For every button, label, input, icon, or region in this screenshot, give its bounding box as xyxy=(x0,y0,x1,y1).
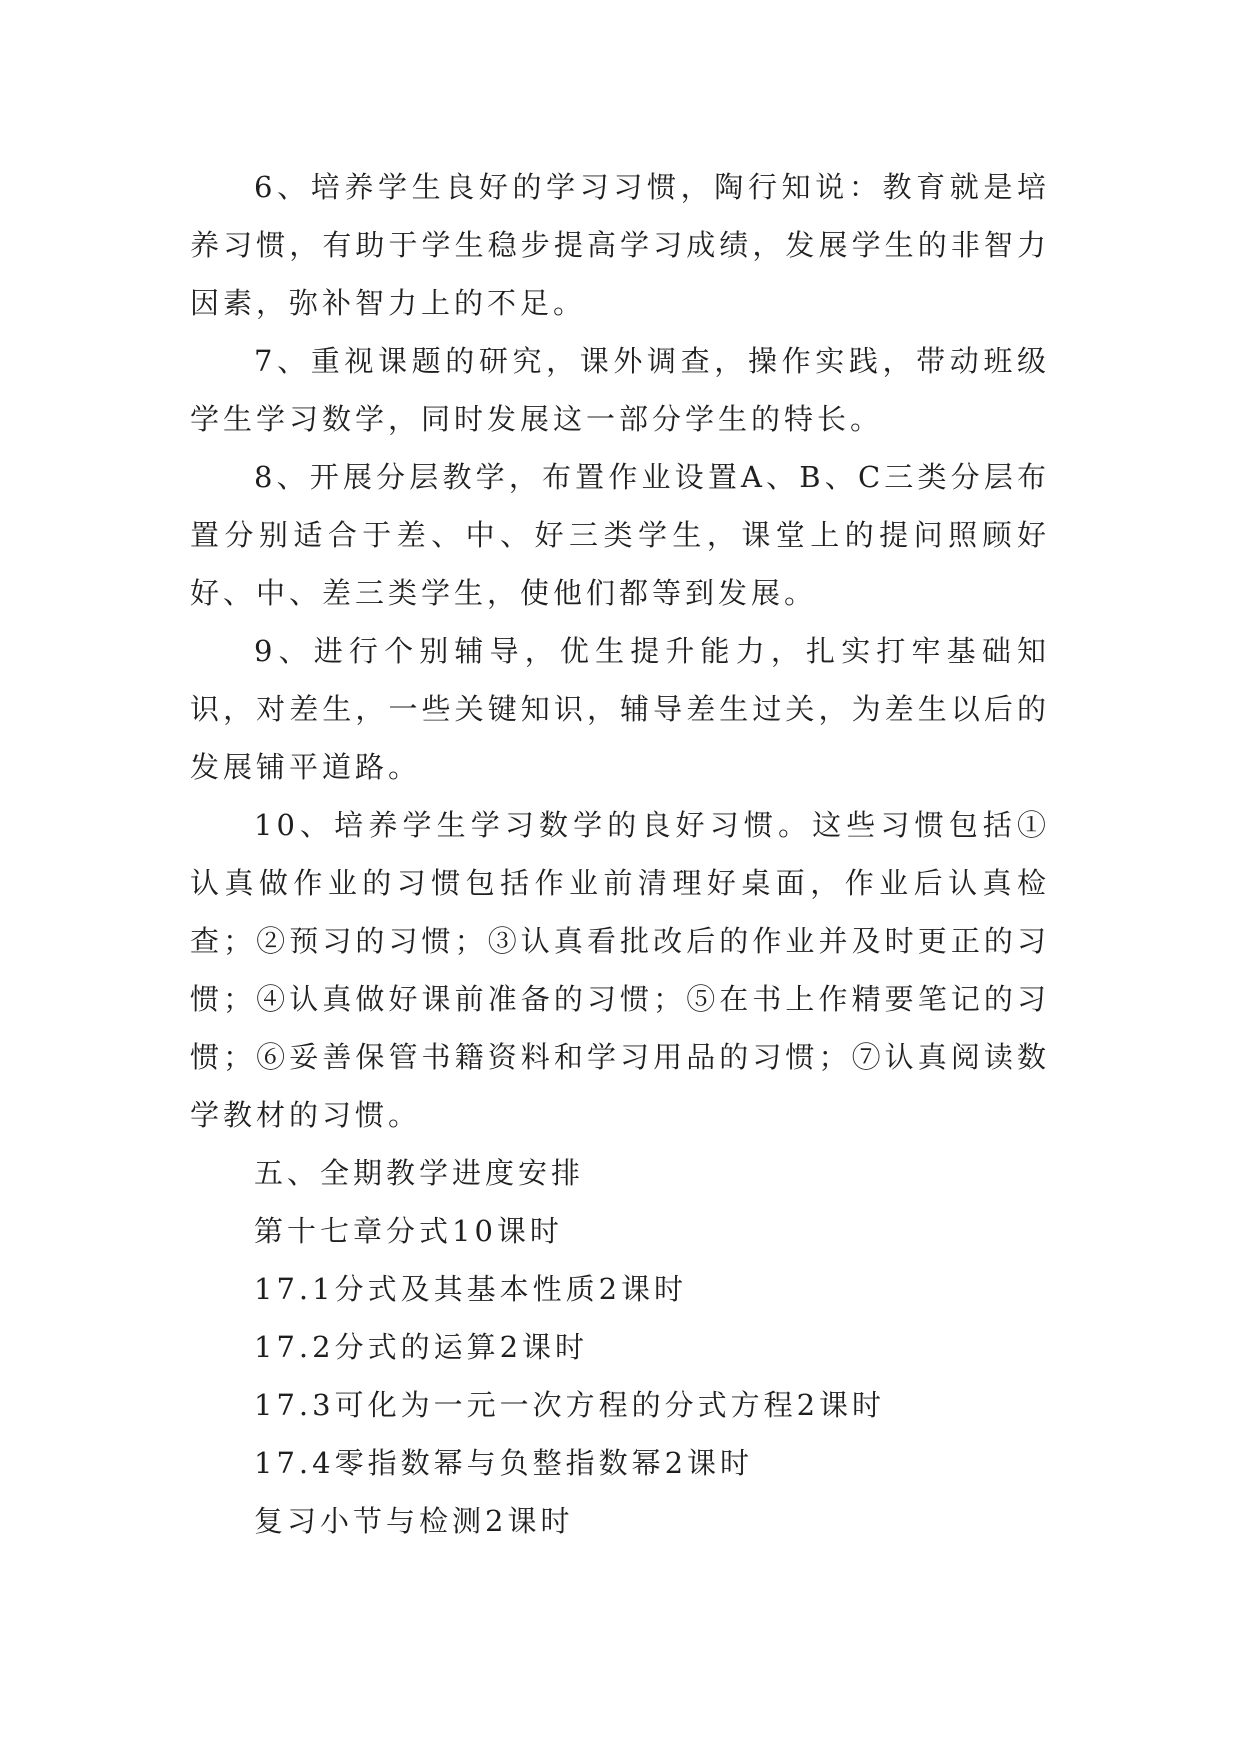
schedule-item: 复习小节与检测2课时 xyxy=(254,1504,574,1538)
schedule-item: 17.3可化为一元一次方程的分式方程2课时 xyxy=(254,1388,886,1422)
section-heading: 五、全期教学进度安排 xyxy=(254,1156,585,1190)
schedule-item: 第十七章分式10课时 xyxy=(254,1214,563,1248)
paragraph-10: 10、培养学生学习数学的良好习惯。这些习惯包括①认真做作业的习惯包括作业前清理好桌面，作业后认真检查；②预习的习惯；③认真看批改后的作业并及时更正的习惯；④认真做好课前准备的习惯；⑤在书上作精要笔记的习惯；⑥妥善保管书籍资料和学习用品的习惯；⑦认真阅读数学教材的习惯。 xyxy=(190,808,1050,1132)
schedule-item: 17.1分式及其基本性质2课时 xyxy=(254,1272,688,1306)
schedule-item: 17.2分式的运算2课时 xyxy=(254,1330,589,1364)
paragraph-9: 9、进行个别辅导，优生提升能力，扎实打牢基础知识，对差生，一些关键知识，辅导差生过关，为差生以后的发展铺平道路。 xyxy=(190,634,1050,784)
paragraph-6: 6、培养学生良好的学习习惯，陶行知说：教育就是培养习惯，有助于学生稳步提高学习成绩，发展学生的非智力因素，弥补智力上的不足。 xyxy=(190,170,1050,320)
schedule-item: 17.4零指数幂与负整指数幂2课时 xyxy=(254,1446,754,1480)
paragraph-8: 8、开展分层教学，布置作业设置A、B、C三类分层布置分别适合于差、中、好三类学生，课堂上的提问照顾好好、中、差三类学生，使他们都等到发展。 xyxy=(190,460,1050,610)
document-body xyxy=(190,158,1050,1550)
paragraph-7: 7、重视课题的研究，课外调查，操作实践，带动班级学生学习数学，同时发展这一部分学生的特长。 xyxy=(190,344,1050,436)
